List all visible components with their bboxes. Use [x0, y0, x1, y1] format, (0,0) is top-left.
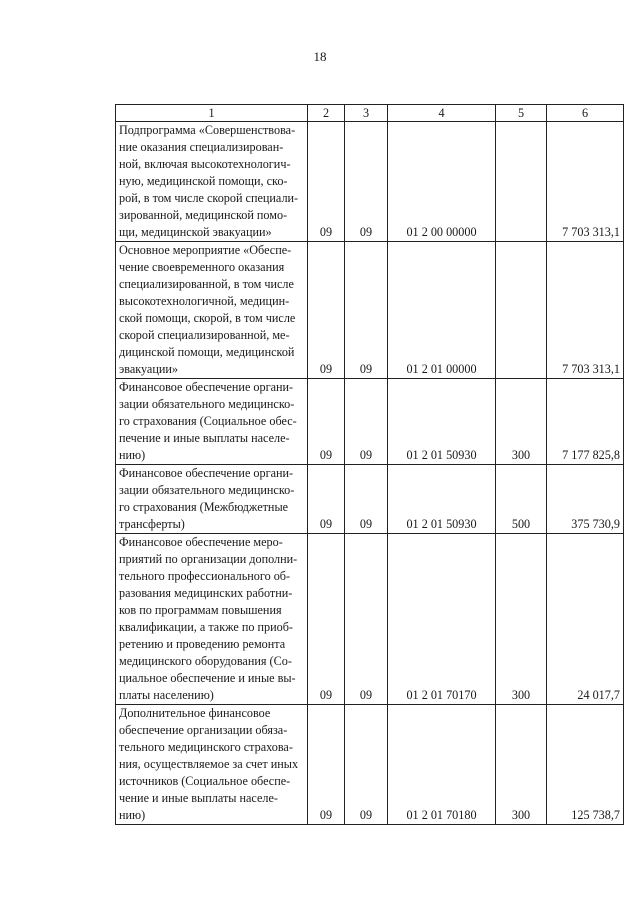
table-row	[116, 705, 624, 825]
row-section: 09	[308, 242, 345, 379]
row-expense-type	[496, 122, 547, 242]
row-section: 09	[308, 122, 345, 242]
row-subsection: 09	[345, 122, 388, 242]
column-header: 3	[345, 105, 388, 122]
row-expense-type: 500	[496, 465, 547, 534]
column-header: 6	[547, 105, 624, 122]
table-row	[116, 379, 624, 465]
budget-table	[115, 104, 624, 825]
column-header: 2	[308, 105, 345, 122]
row-amount: 7 703 313,1	[547, 242, 624, 379]
column-header: 1	[116, 105, 308, 122]
table-row	[116, 465, 624, 534]
row-amount: 24 017,7	[547, 534, 624, 705]
row-expense-type	[496, 242, 547, 379]
column-header: 4	[388, 105, 496, 122]
row-name: Дополнительное финансовое обеспечение организации обяза-тельного медицинского страхова-ния, осуществляемое за счет иных источников (Социальное обеспе-чение и иные выплаты населе-нию)	[116, 705, 308, 825]
table-row	[116, 242, 624, 379]
page-number: 18	[313, 49, 327, 64]
row-amount: 375 730,9	[547, 465, 624, 534]
row-target-code: 01 2 00 00000	[388, 122, 496, 242]
row-section: 09	[308, 705, 345, 825]
row-section: 09	[308, 465, 345, 534]
row-name: Основное мероприятие «Обеспе-чение своевременного оказания специализированной, в том числе высокотехнологичной, медицин-ской помощи, скорой, в том числе скорой специализированной, ме-дицинской помощи, медицинской эвакуации»	[116, 242, 308, 379]
row-subsection: 09	[345, 465, 388, 534]
row-name: Финансовое обеспечение органи-зации обязательного медицинско-го страхования (Социальное обес-печение и иные выплаты населе-нию)	[116, 379, 308, 465]
table-row	[116, 534, 624, 705]
row-name: Финансовое обеспечение меро-приятий по организации дополни-тельного профессионального об-разования медицинских работни-ков по программам повышения квалификации, а также по приоб-ретению и проведению ремонта медицинского оборудования (Со-циальное обеспечение и иные вы-платы населению)	[116, 534, 308, 705]
row-target-code: 01 2 01 70170	[388, 534, 496, 705]
row-expense-type: 300	[496, 534, 547, 705]
table-row	[116, 122, 624, 242]
row-amount: 7 703 313,1	[547, 122, 624, 242]
row-subsection: 09	[345, 534, 388, 705]
row-expense-type: 300	[496, 705, 547, 825]
row-section: 09	[308, 534, 345, 705]
row-target-code: 01 2 01 70180	[388, 705, 496, 825]
row-target-code: 01 2 01 00000	[388, 242, 496, 379]
row-target-code: 01 2 01 50930	[388, 465, 496, 534]
row-amount: 125 738,7	[547, 705, 624, 825]
row-subsection: 09	[345, 705, 388, 825]
table-header-row	[116, 105, 624, 122]
row-expense-type: 300	[496, 379, 547, 465]
row-subsection: 09	[345, 242, 388, 379]
row-subsection: 09	[345, 379, 388, 465]
row-name: Финансовое обеспечение органи-зации обязательного медицинско-го страхования (Межбюджетные трансферты)	[116, 465, 308, 534]
row-name: Подпрограмма «Совершенствова-ние оказания специализирован-ной, включая высокотехнологич-ную, медицинской помощи, ско-рой, в том числе скорой специали-зированной, медицинской помо-щи, медицинской эвакуации»	[116, 122, 308, 242]
column-header: 5	[496, 105, 547, 122]
row-section: 09	[308, 379, 345, 465]
row-amount: 7 177 825,8	[547, 379, 624, 465]
row-target-code: 01 2 01 50930	[388, 379, 496, 465]
